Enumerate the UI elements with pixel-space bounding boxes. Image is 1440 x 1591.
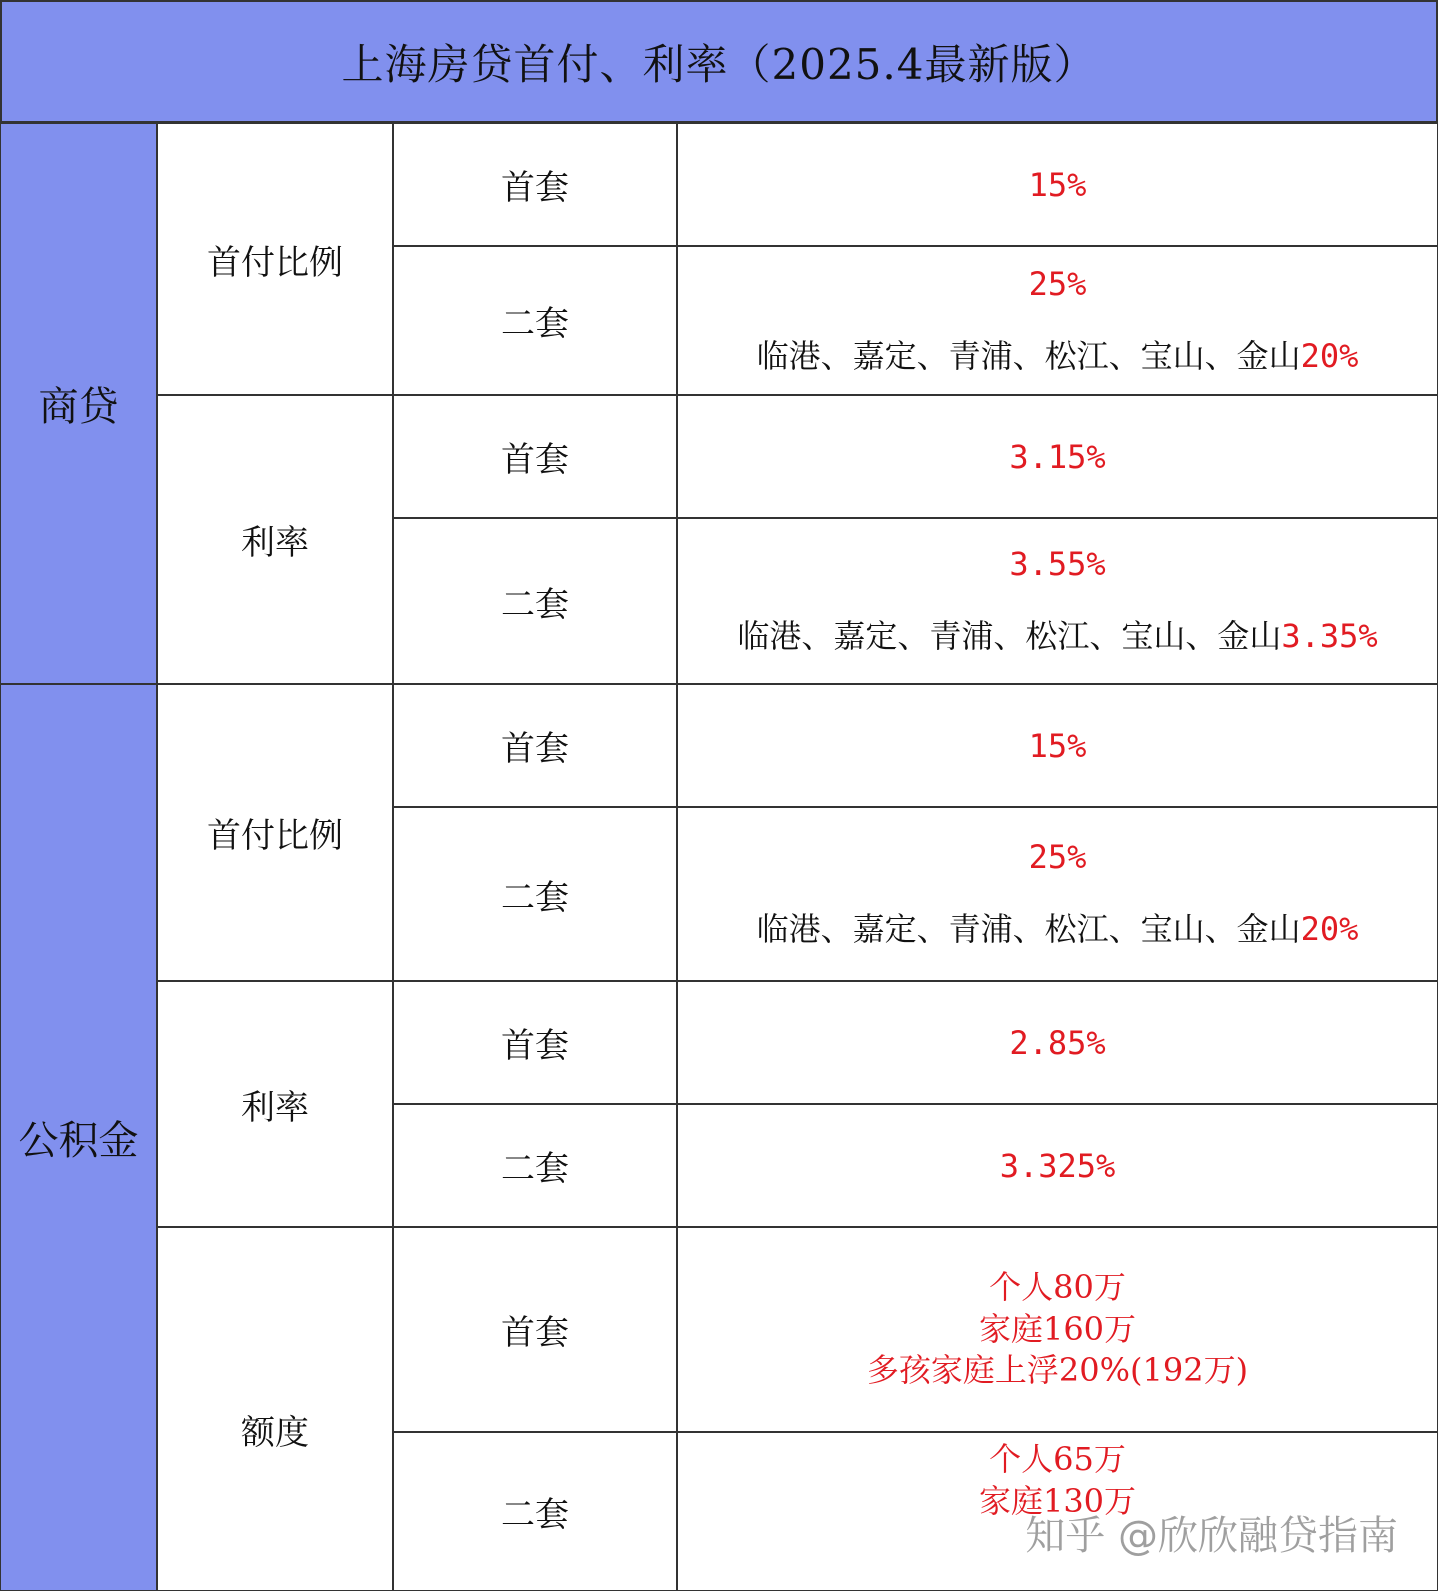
quota-line: 多孩家庭上浮20%(192万): [866, 1351, 1249, 1390]
value-text: 25%: [1028, 838, 1087, 877]
note-text: [737, 616, 1377, 658]
value-cell: [677, 1104, 1438, 1227]
value-cell: [677, 246, 1438, 395]
value-cell: [677, 395, 1438, 518]
value-text: 25%: [1028, 264, 1087, 303]
category-commercial-loan: [0, 123, 157, 684]
tier-label: 二套: [501, 1149, 569, 1189]
quota-line: 个人65万: [989, 1440, 1126, 1478]
subcategory-label: 利率: [241, 1087, 309, 1128]
tier-cell: [393, 684, 677, 807]
value-text: 15%: [1028, 726, 1087, 765]
tier-cell: [393, 1227, 677, 1432]
tier-label: 二套: [501, 1495, 569, 1535]
note-value: 20%: [1300, 336, 1359, 375]
value-cell: [677, 981, 1438, 1104]
category-provident-fund: [0, 684, 157, 1591]
page-title: 上海房贷首付、利率（2025.4最新版）: [0, 0, 1438, 123]
value-text: 2.85%: [1009, 1023, 1106, 1062]
quota-line: 家庭130万: [978, 1481, 1137, 1520]
value-cell: [677, 684, 1438, 807]
tier-cell: [393, 518, 677, 684]
tier-label: 首套: [501, 1026, 569, 1066]
tier-label: 二套: [501, 304, 569, 344]
quota-line: 个人80万: [989, 1268, 1126, 1307]
tier-label: 首套: [501, 1313, 569, 1353]
tier-label: 二套: [501, 584, 569, 625]
value-text: 3.55%: [1009, 545, 1106, 584]
note-text: [757, 336, 1359, 378]
tier-cell: [393, 807, 677, 981]
category-label: 公积金: [18, 1118, 139, 1164]
note-areas: 临港、嘉定、青浦、松江、宝山、金山: [756, 910, 1301, 948]
subcategory-quota: [157, 1227, 393, 1591]
tier-label: 首套: [501, 168, 569, 208]
note-areas: 临港、嘉定、青浦、松江、宝山、金山: [756, 336, 1301, 375]
subcategory-down-payment: [157, 684, 393, 981]
note-value: 20%: [1300, 910, 1359, 948]
subcategory-label: 利率: [241, 523, 309, 563]
subcategory-rate: [157, 395, 393, 684]
tier-cell: [393, 246, 677, 395]
tier-label: 首套: [501, 729, 569, 769]
tier-cell: [393, 395, 677, 518]
tier-label: 二套: [501, 877, 569, 918]
value-text: 15%: [1028, 165, 1087, 204]
subcategory-label: 首付比例: [207, 816, 343, 856]
quota-line: 家庭160万: [978, 1309, 1137, 1348]
tier-cell: [393, 1432, 677, 1591]
value-cell: [677, 807, 1438, 981]
tier-cell: [393, 1104, 677, 1227]
note-text: [757, 909, 1359, 951]
value-text: 3.325%: [999, 1146, 1116, 1185]
subcategory-down-payment: [157, 123, 393, 395]
value-cell: [677, 518, 1438, 684]
tier-cell: [393, 123, 677, 246]
value-cell: [677, 123, 1438, 246]
note-value: 3.35%: [1281, 617, 1378, 655]
subcategory-label: 首付比例: [207, 242, 343, 283]
subcategory-label: 额度: [241, 1412, 309, 1453]
value-cell: [677, 1227, 1438, 1432]
category-label: 商贷: [38, 384, 119, 430]
value-text: 3.15%: [1009, 437, 1106, 476]
note-areas: 临港、嘉定、青浦、松江、宝山、金山: [737, 617, 1282, 655]
watermark-text: 知乎 @欣欣融贷指南: [1025, 1513, 1398, 1559]
subcategory-rate: [157, 981, 393, 1227]
tier-cell: [393, 981, 677, 1104]
tier-label: 首套: [501, 440, 569, 480]
